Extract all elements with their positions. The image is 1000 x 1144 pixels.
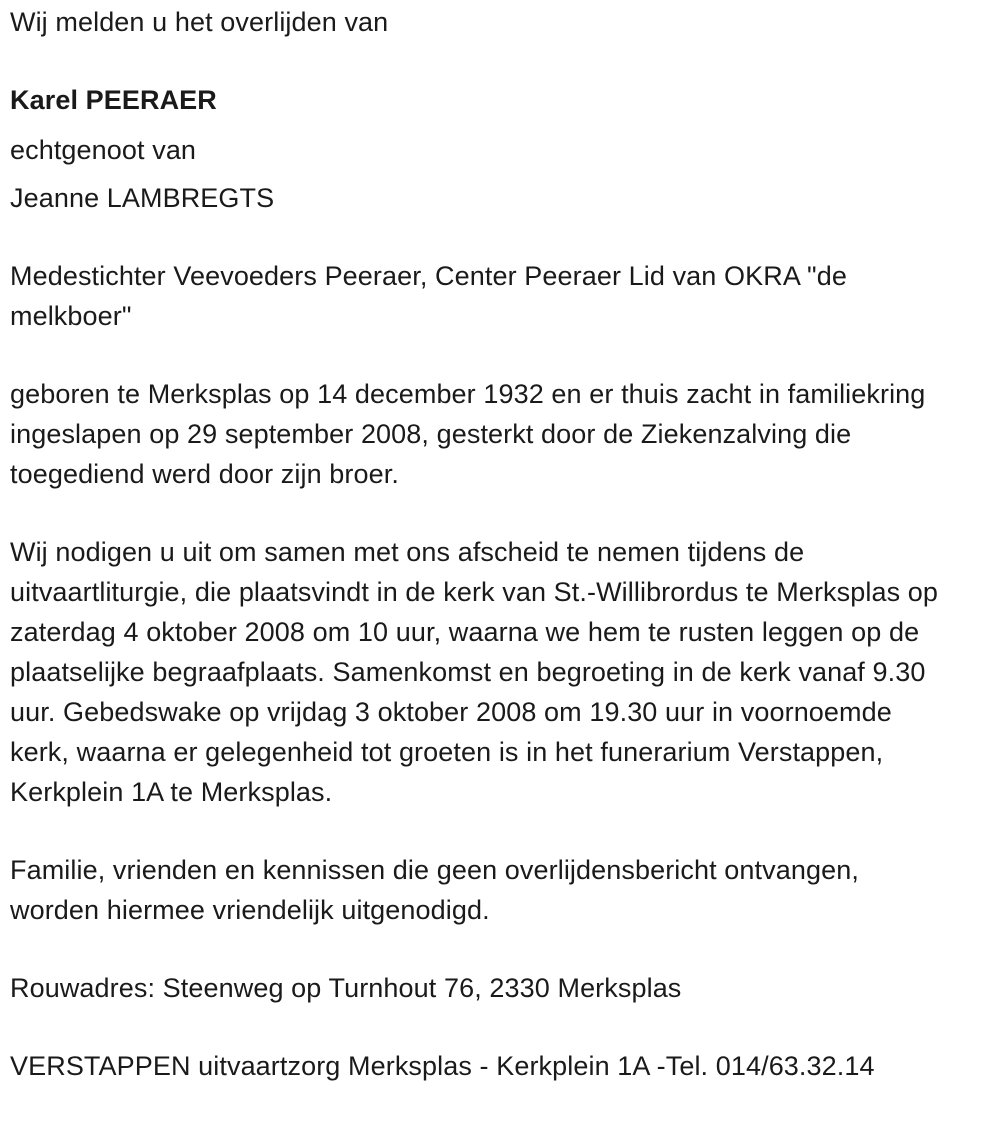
memberships-paragraph: Medestichter Veevoeders Peeraer, Center Peeraer Lid van OKRA "de melkboer" [10, 261, 847, 331]
invitation-paragraph: Wij nodigen u uit om samen met ons afscheid te nemen tijdens de uitvaartliturgie, die plaatsvindt in de kerk van St.-Willibrordus te Merksplas op zaterdag 4 oktober 2008 om 10 uur, waarna we hem te rusten leggen op de plaatselijke begraafplaats. Samenkomst en begroeting in de kerk vanaf 9.30 uur. Gebedswake op vrijdag 3 oktober 2008 om 19.30 uur in voornoemde kerk, waarna er gelegenheid tot groeten is in het funerarium Verstappen, Kerkplein 1A te Merksplas. [10, 537, 938, 807]
intro-line: Wij melden u het overlijden van [10, 7, 389, 37]
mourning-address-line: Rouwadres: Steenweg op Turnhout 76, 2330 Merksplas [10, 973, 682, 1003]
spouse-name: Jeanne LAMBREGTS [10, 183, 275, 213]
deceased-name: Karel PEERAER [10, 85, 217, 115]
relation-label: echtgenoot van [10, 135, 197, 165]
funeral-home-line: VERSTAPPEN uitvaartzorg Merksplas - Kerkplein 1A -Tel. 014/63.32.14 [10, 1051, 875, 1081]
life-dates-paragraph: geboren te Merksplas op 14 december 1932 en er thuis zacht in familiekring ingeslapen op 29 september 2008, gesterkt door de Ziekenzalving die toegediend werd door zijn broer. [10, 379, 926, 489]
general-invitation-paragraph: Familie, vrienden en kennissen die geen overlijdensbericht ontvangen, worden hiermee vriendelijk uitgenodigd. [10, 855, 859, 925]
